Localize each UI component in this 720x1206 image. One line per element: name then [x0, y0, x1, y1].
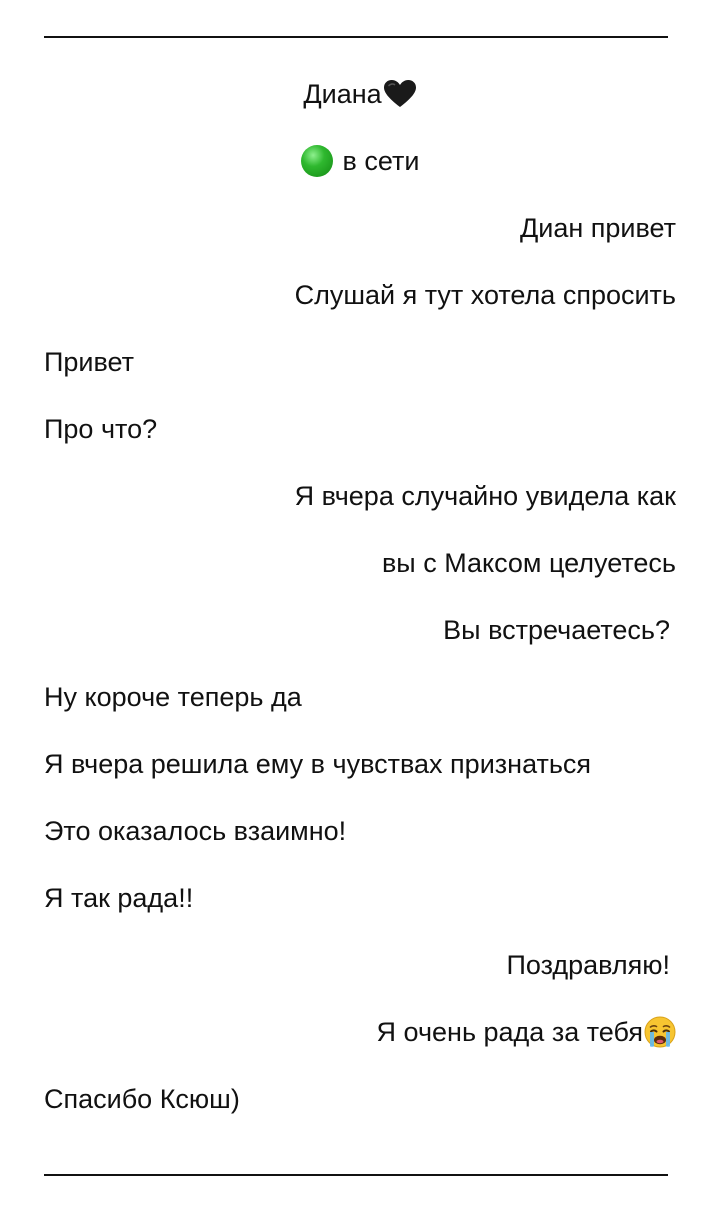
crying-face-icon: [644, 1016, 676, 1048]
message-text: Я очень рада за тебя: [376, 1017, 643, 1047]
message-outgoing: Я вчера случайно увидела как: [294, 481, 676, 511]
message-outgoing: вы с Максом целуетесь: [381, 548, 676, 578]
message-incoming: Это оказалось взаимно!: [44, 816, 347, 846]
message-incoming: Спасибо Ксюш): [44, 1084, 240, 1114]
green-circle-icon: [301, 145, 333, 177]
contact-status-line: [0, 141, 720, 181]
bottom-divider: [44, 1174, 668, 1176]
black-heart-icon: [383, 79, 417, 109]
message-incoming: Ну короче теперь да: [44, 682, 302, 712]
message-incoming: Про что?: [44, 414, 158, 444]
message-outgoing: Слушай я тут хотела спросить: [294, 280, 676, 310]
message-outgoing: Поздравляю!: [506, 950, 670, 980]
contact-name-line: [0, 74, 720, 114]
contact-name: Диана: [303, 79, 382, 109]
message-incoming: Привет: [44, 347, 135, 377]
message-outgoing: Вы встречаетесь?: [443, 615, 670, 645]
message-outgoing: [377, 1012, 676, 1052]
message-outgoing: Диан привет: [519, 213, 676, 243]
top-divider: [44, 36, 668, 38]
message-incoming: Я вчера решила ему в чувствах признаться: [44, 749, 592, 779]
message-incoming: Я так рада!!: [44, 883, 194, 913]
contact-status: в сети: [342, 146, 420, 176]
